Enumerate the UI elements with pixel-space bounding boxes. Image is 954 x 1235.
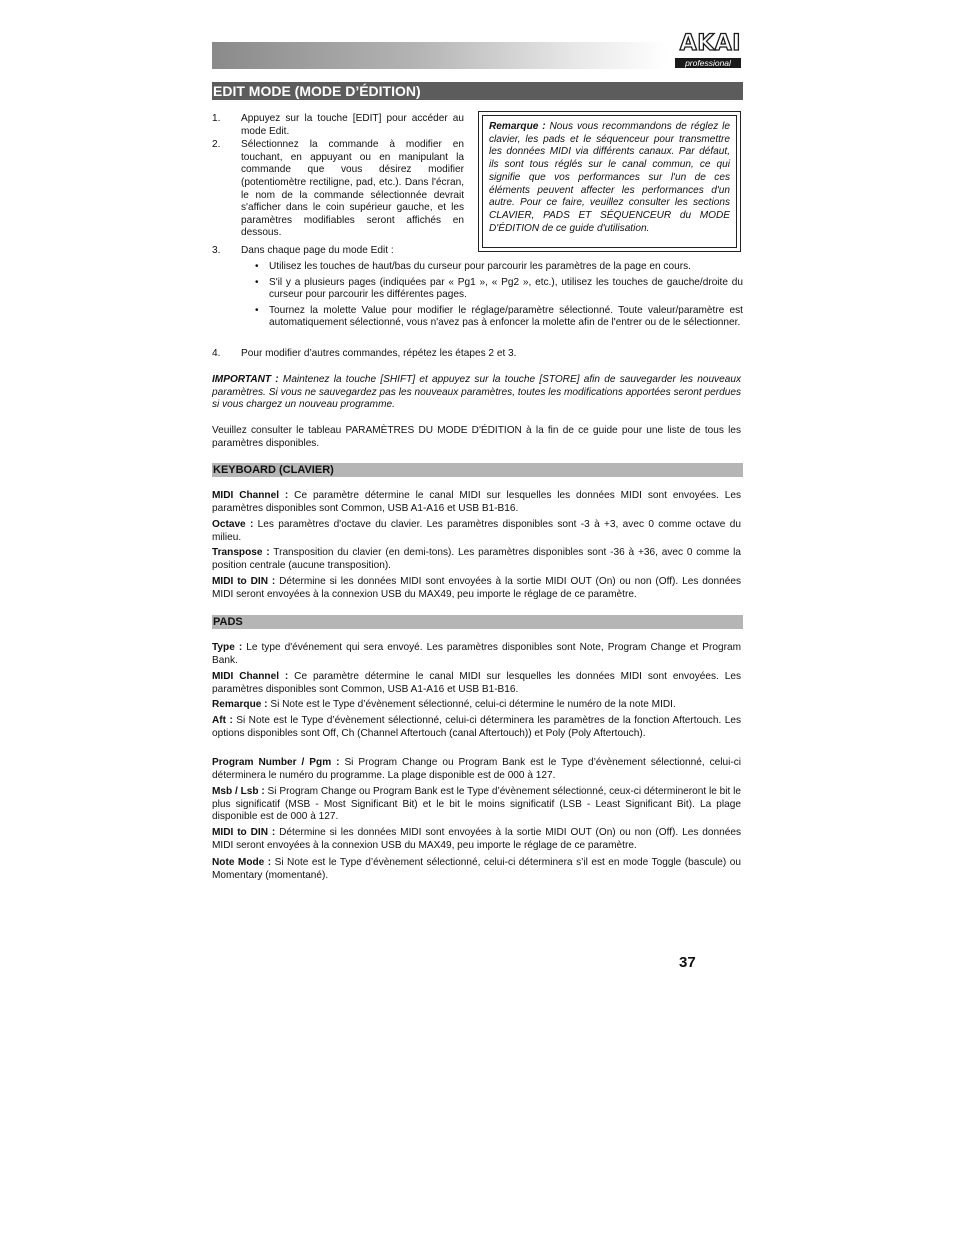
param-label: Type :: [212, 642, 243, 653]
pads-param: [212, 857, 741, 882]
step-item: [212, 245, 772, 258]
remark-box: [478, 111, 741, 252]
keyboard-param: [212, 576, 741, 601]
param-text: Détermine si les données MIDI sont envoyées à la sortie MIDI OUT (On) ou non (Off). Les données MIDI seront envoyées à la connexion USB du MAX49, peu importe le réglage de ce paramètre.: [212, 576, 741, 600]
param-label: MIDI Channel :: [212, 671, 289, 682]
step-text: Appuyez sur la touche [EDIT] pour accéder au mode Edit.: [241, 113, 464, 137]
param-text: Transposition du clavier (en demi-tons). Les paramètres disponibles sont -36 à +36, avec 0 comme la position centrale (aucune transposition).: [212, 547, 742, 571]
param-text: Ce paramètre détermine le canal MIDI sur lesquelles les données MIDI sont envoyées. Les paramètres disponibles sont Common, USB A1-A16 et USB B1-B16.: [212, 671, 741, 695]
param-label: MIDI to DIN :: [212, 576, 276, 587]
param-text: Si Note est le Type d’évènement sélectionné, celui-ci détermine le numéro de la note MIDI.: [267, 699, 676, 710]
remark-box-inner: [482, 115, 737, 248]
important-label: IMPORTANT :: [212, 374, 279, 385]
keyboard-param: [212, 547, 741, 572]
bullet-item: • S'il y a plusieurs pages (indiquées par « Pg1 », « Pg2 », etc.), utilisez les touches de gauche/droite du curseur pour parcourir les différentes pages.: [212, 277, 743, 302]
step-item: [212, 348, 772, 361]
param-text: Si Program Change ou Program Bank est le Type d’évènement sélectionné, ceux-ci détermineront le bit le plus significatif (MSB - Most Significant Bit) et le bit le moins significatif (LSB - Least Significant Bit). La plage disponible est de 000 à 127.: [212, 786, 741, 823]
bullet-list: [212, 261, 743, 333]
param-text: Les paramètres d'octave du clavier. Les paramètres disponibles sont -3 à +3, avec 0 comme octave du milieu.: [212, 519, 741, 543]
step-number: 4.: [212, 348, 221, 359]
step-number: 3.: [212, 245, 221, 256]
bullet-item: • Utilisez les touches de haut/bas du curseur pour parcourir les paramètres de la page en cours.: [212, 261, 743, 274]
param-label: Msb / Lsb :: [212, 786, 265, 797]
remark-text: Nous vous recommandons de réglez le clavier, les pads et le séquenceur pour transmettre les données MIDI via différents canaux. Par défaut, ils sont tous réglés sur le canal commun, ce qui signifie que vos performances sur l'un de ces éléments peuvent affecter les performances d'un autre. Pour ce faire, veuillez consulter les sections CLAVIER, PADS ET SÉQUENCEUR du MODE D'ÉDITION de ce guide d'utilisation.: [489, 121, 731, 234]
param-text: Ce paramètre détermine le canal MIDI sur lesquelles les données MIDI sont envoyées. Les paramètres disponibles sont Common, USB A1-A16 et USB B1-B16.: [212, 490, 741, 514]
step-number: 1.: [212, 113, 221, 124]
header-gradient-bar: [212, 42, 668, 69]
param-label: MIDI to DIN :: [212, 827, 276, 838]
step-text: Pour modifier d’autres commandes, répétez les étapes 2 et 3.: [241, 348, 517, 359]
pads-param: [212, 757, 741, 782]
step-text: Sélectionnez la commande à modifier en touchant, en appuyant ou en manipulant la commande que vous désirez modifier (potentiomètre rectiligne, pad, etc.). Dans l'écran, le nom de la commande sélectionnée devrait s'afficher dans le coin supérieur gauche, et les paramètres modifiables seront affichés en dessous.: [241, 139, 464, 239]
param-label: Program Number / Pgm :: [212, 757, 340, 768]
important-note: [212, 374, 741, 412]
step-text: Dans chaque page du mode Edit :: [241, 245, 394, 256]
pads-param: [212, 699, 741, 712]
param-text: Détermine si les données MIDI sont envoyées à la sortie MIDI OUT (On) ou non (Off). Les données MIDI seront envoyées à la connexion USB du MAX49, peu importe le réglage de ce paramètre.: [212, 827, 741, 851]
step-item: [212, 113, 464, 138]
param-label: MIDI Channel :: [212, 490, 289, 501]
akai-logo: [671, 31, 743, 69]
page-number: 37: [679, 954, 696, 971]
see-table-paragraph: Veuillez consulter le tableau PARAMÈTRES DU MODE D'ÉDITION à la fin de ce guide pour une liste de tous les paramètres disponibles.: [212, 425, 741, 449]
param-text: Si Note est le Type d’évènement sélectionné, celui-ci déterminera les paramètres de la fonction Aftertouch. Les options disponibles sont Off, Ch (Channel Aftertouch (canal Aftertouch)) et Poly (Poly Aftertouch).: [212, 715, 741, 739]
step-item: [212, 139, 464, 240]
keyboard-heading: KEYBOARD (CLAVIER): [212, 463, 743, 477]
important-text: Maintenez la touche [SHIFT] et appuyez sur la touche [STORE] afin de sauvegarder les nouveaux paramètres. Si vous ne sauvegardez pas les nouveaux paramètres, toutes les modifications apportées seront perdues si vous chargez un nouveau programme.: [212, 374, 741, 411]
pads-param: [212, 827, 741, 852]
param-label: Note Mode :: [212, 857, 272, 868]
param-label: Octave :: [212, 519, 254, 530]
steps-list-top: [212, 113, 464, 241]
keyboard-param: [212, 490, 741, 515]
param-label: Transpose :: [212, 547, 270, 558]
pads-param: [212, 786, 741, 824]
param-label: Aft :: [212, 715, 233, 726]
param-label: Remarque :: [212, 699, 268, 710]
remark-label: Remarque :: [489, 121, 546, 132]
pads-param: [212, 642, 741, 667]
logo-wordmark: AKAI: [679, 31, 741, 56]
param-text: Si Program Change ou Program Bank est le Type d’évènement sélectionné, celui-ci déterminera le numéro du programme. La plage disponible est de 000 à 127.: [212, 757, 741, 781]
bullet-item: • Tournez la molette Value pour modifier le réglage/paramètre sélectionné. Toute valeur/paramètre est automatiquement sélectionné, vous n'avez pas à enfoncer la molette afin de l'entrer ou de le sélectionner.: [212, 305, 743, 330]
logo-subtitle: professional: [675, 58, 741, 68]
param-text: Si Note est le Type d’évènement sélectionné, celui-ci déterminera s’il est en mode Toggle (bascule) ou Momentary (momentané).: [212, 857, 741, 881]
param-text: Le type d'événement qui sera envoyé. Les paramètres disponibles sont Note, Program Change et Program Bank.: [212, 642, 741, 666]
pads-param: [212, 671, 741, 696]
pads-param: [212, 715, 741, 740]
keyboard-param: [212, 519, 741, 544]
pads-heading: PADS: [212, 615, 743, 629]
step-number: 2.: [212, 139, 221, 151]
section-title: EDIT MODE (MODE D’ÉDITION): [212, 82, 743, 100]
